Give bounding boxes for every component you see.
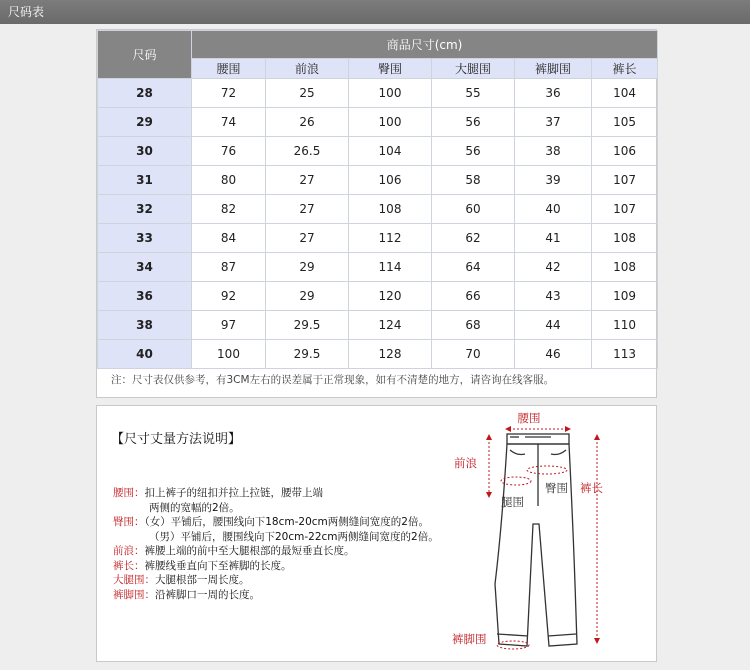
size-cell: 30: [98, 137, 192, 166]
table-row: [98, 195, 658, 224]
table-row: [98, 224, 658, 253]
size-cell: 33: [98, 224, 192, 253]
diagram-label-waist: 腰围: [517, 411, 541, 425]
measure-line-text: 扣上裤子的纽扣并拉上拉链，腰带上端: [144, 487, 323, 499]
column-header: 臀围: [349, 59, 432, 79]
diagram-label-hip: 臀围: [545, 481, 568, 495]
table-cell: 109: [592, 282, 658, 311]
table-cell: 56: [432, 108, 515, 137]
thigh-ellipse: [501, 477, 531, 485]
measure-instructions: [113, 486, 439, 602]
table-cell: 97: [192, 311, 266, 340]
measure-line-label: 大腿围：: [113, 574, 155, 586]
table-cell: 40: [515, 195, 592, 224]
table-cell: 107: [592, 166, 658, 195]
table-row: [98, 166, 658, 195]
table-cell: 113: [592, 340, 658, 369]
measure-line-label: 腰围：: [113, 487, 145, 499]
size-cell: 40: [98, 340, 192, 369]
table-cell: 26: [266, 108, 349, 137]
table-cell: 105: [592, 108, 658, 137]
table-cell: 74: [192, 108, 266, 137]
size-cell: 36: [98, 282, 192, 311]
column-header: 腰围: [192, 59, 266, 79]
table-cell: 104: [592, 79, 658, 108]
pants-diagram: [447, 406, 657, 663]
table-cell: 87: [192, 253, 266, 282]
table-cell: 106: [592, 137, 658, 166]
table-cell: 42: [515, 253, 592, 282]
table-cell: 84: [192, 224, 266, 253]
table-cell: 26.5: [266, 137, 349, 166]
rise-arrow-bottom-head: [486, 492, 492, 498]
size-cell: 38: [98, 311, 192, 340]
table-cell: 92: [192, 282, 266, 311]
table-cell: 108: [349, 195, 432, 224]
table-cell: 60: [432, 195, 515, 224]
measure-line-label: 前浪：: [113, 545, 145, 557]
size-column-header: 尺码: [98, 31, 192, 79]
table-cell: 38: [515, 137, 592, 166]
table-cell: 68: [432, 311, 515, 340]
table-cell: 44: [515, 311, 592, 340]
table-cell: 82: [192, 195, 266, 224]
table-cell: 41: [515, 224, 592, 253]
table-cell: 70: [432, 340, 515, 369]
table-cell: 62: [432, 224, 515, 253]
size-cell: 28: [98, 79, 192, 108]
measure-line-text: 大腿根部一周长度。: [155, 574, 250, 586]
table-cell: 114: [349, 253, 432, 282]
measure-title: 【尺寸丈量方法说明】: [111, 432, 242, 447]
table-cell: 106: [349, 166, 432, 195]
table-row: [98, 340, 658, 369]
table-cell: 43: [515, 282, 592, 311]
table-cell: 29.5: [266, 311, 349, 340]
table-cell: 120: [349, 282, 432, 311]
table-row: [98, 79, 658, 108]
measure-panel: [96, 405, 657, 662]
waist-arrow-right-head: [565, 426, 571, 432]
table-cell: 56: [432, 137, 515, 166]
table-cell: 29: [266, 282, 349, 311]
table-row: [98, 282, 658, 311]
column-header: 大腿围: [432, 59, 515, 79]
measure-line: [113, 501, 439, 516]
size-cell: 31: [98, 166, 192, 195]
table-cell: 100: [192, 340, 266, 369]
waistband: [507, 434, 569, 444]
table-cell: 110: [592, 311, 658, 340]
table-cell: 27: [266, 195, 349, 224]
table-cell: 46: [515, 340, 592, 369]
length-arrow-top-head: [594, 434, 600, 440]
measure-line-text: （男）平铺后，腰围线向下20cm-22cm两侧缝间宽度的2倍。: [149, 530, 439, 543]
table-cell: 104: [349, 137, 432, 166]
measure-line: [113, 515, 439, 530]
table-cell: 36: [515, 79, 592, 108]
diagram-label-length: 裤长: [580, 481, 603, 495]
size-table-body: [98, 79, 658, 369]
column-header: 裤脚围: [515, 59, 592, 79]
size-cell: 34: [98, 253, 192, 282]
table-row: [98, 253, 658, 282]
table-cell: 108: [592, 224, 658, 253]
table-cell: 29.5: [266, 340, 349, 369]
measure-line: [113, 486, 439, 501]
measure-line-text: 两侧的宽幅的2倍。: [149, 501, 240, 514]
table-cell: 58: [432, 166, 515, 195]
measure-line-label: 裤长：: [113, 559, 145, 572]
table-row: [98, 108, 658, 137]
size-cell: 29: [98, 108, 192, 137]
measure-line-label: 臀围：: [113, 516, 145, 528]
size-cell: 32: [98, 195, 192, 224]
table-cell: 39: [515, 166, 592, 195]
table-cell: 25: [266, 79, 349, 108]
table-cell: 124: [349, 311, 432, 340]
measure-line: [113, 559, 439, 574]
rise-arrow-top-head: [486, 434, 492, 440]
size-note: 注：尺寸表仅供参考，有3CM左右的误差属于正常现象，如有不清楚的地方，请咨询在线客服。: [111, 374, 555, 386]
measure-line: [113, 588, 439, 603]
table-cell: 128: [349, 340, 432, 369]
measure-line-label: 裤脚围：: [113, 588, 155, 601]
table-row: [98, 311, 658, 340]
table-cell: 27: [266, 224, 349, 253]
column-header: 裤长: [592, 59, 658, 79]
measure-line: [113, 544, 439, 559]
length-arrow-bottom-head: [594, 638, 600, 644]
diagram-label-thigh: 腿围: [501, 495, 524, 509]
diagram-label-rise: 前浪: [454, 456, 477, 470]
table-cell: 108: [592, 253, 658, 282]
table-cell: 107: [592, 195, 658, 224]
table-cell: 37: [515, 108, 592, 137]
table-cell: 64: [432, 253, 515, 282]
table-cell: 100: [349, 79, 432, 108]
table-cell: 29: [266, 253, 349, 282]
measure-line-text: 裤腰线垂直向下至裤脚的长度。: [144, 559, 292, 572]
table-cell: 55: [432, 79, 515, 108]
measure-line-text: 沿裤脚口一周的长度。: [155, 588, 260, 601]
measure-line: [113, 573, 439, 588]
table-cell: 27: [266, 166, 349, 195]
size-table-panel: [96, 29, 657, 398]
table-cell: 100: [349, 108, 432, 137]
table-cell: 80: [192, 166, 266, 195]
pants-outline: [495, 434, 577, 646]
measure-line-text: （女）平铺后，腰围线向下18cm-20cm两侧缝间宽度的2倍。: [144, 516, 429, 528]
measure-line: [113, 530, 439, 545]
page-header-bar: [0, 0, 750, 24]
table-cell: 76: [192, 137, 266, 166]
size-table: [97, 30, 658, 369]
goods-size-header: 商品尺寸(cm): [192, 31, 658, 59]
table-cell: 112: [349, 224, 432, 253]
table-cell: 72: [192, 79, 266, 108]
table-row: [98, 137, 658, 166]
page-title: 尺码表: [8, 5, 45, 19]
column-header: 前浪: [266, 59, 349, 79]
measure-line-text: 裤腰上端的前中至大腿根部的最短垂直长度。: [144, 545, 355, 557]
table-cell: 66: [432, 282, 515, 311]
diagram-label-hem: 裤脚围: [452, 632, 487, 646]
hip-ellipse: [527, 466, 567, 474]
waist-arrow-left-head: [505, 426, 511, 432]
